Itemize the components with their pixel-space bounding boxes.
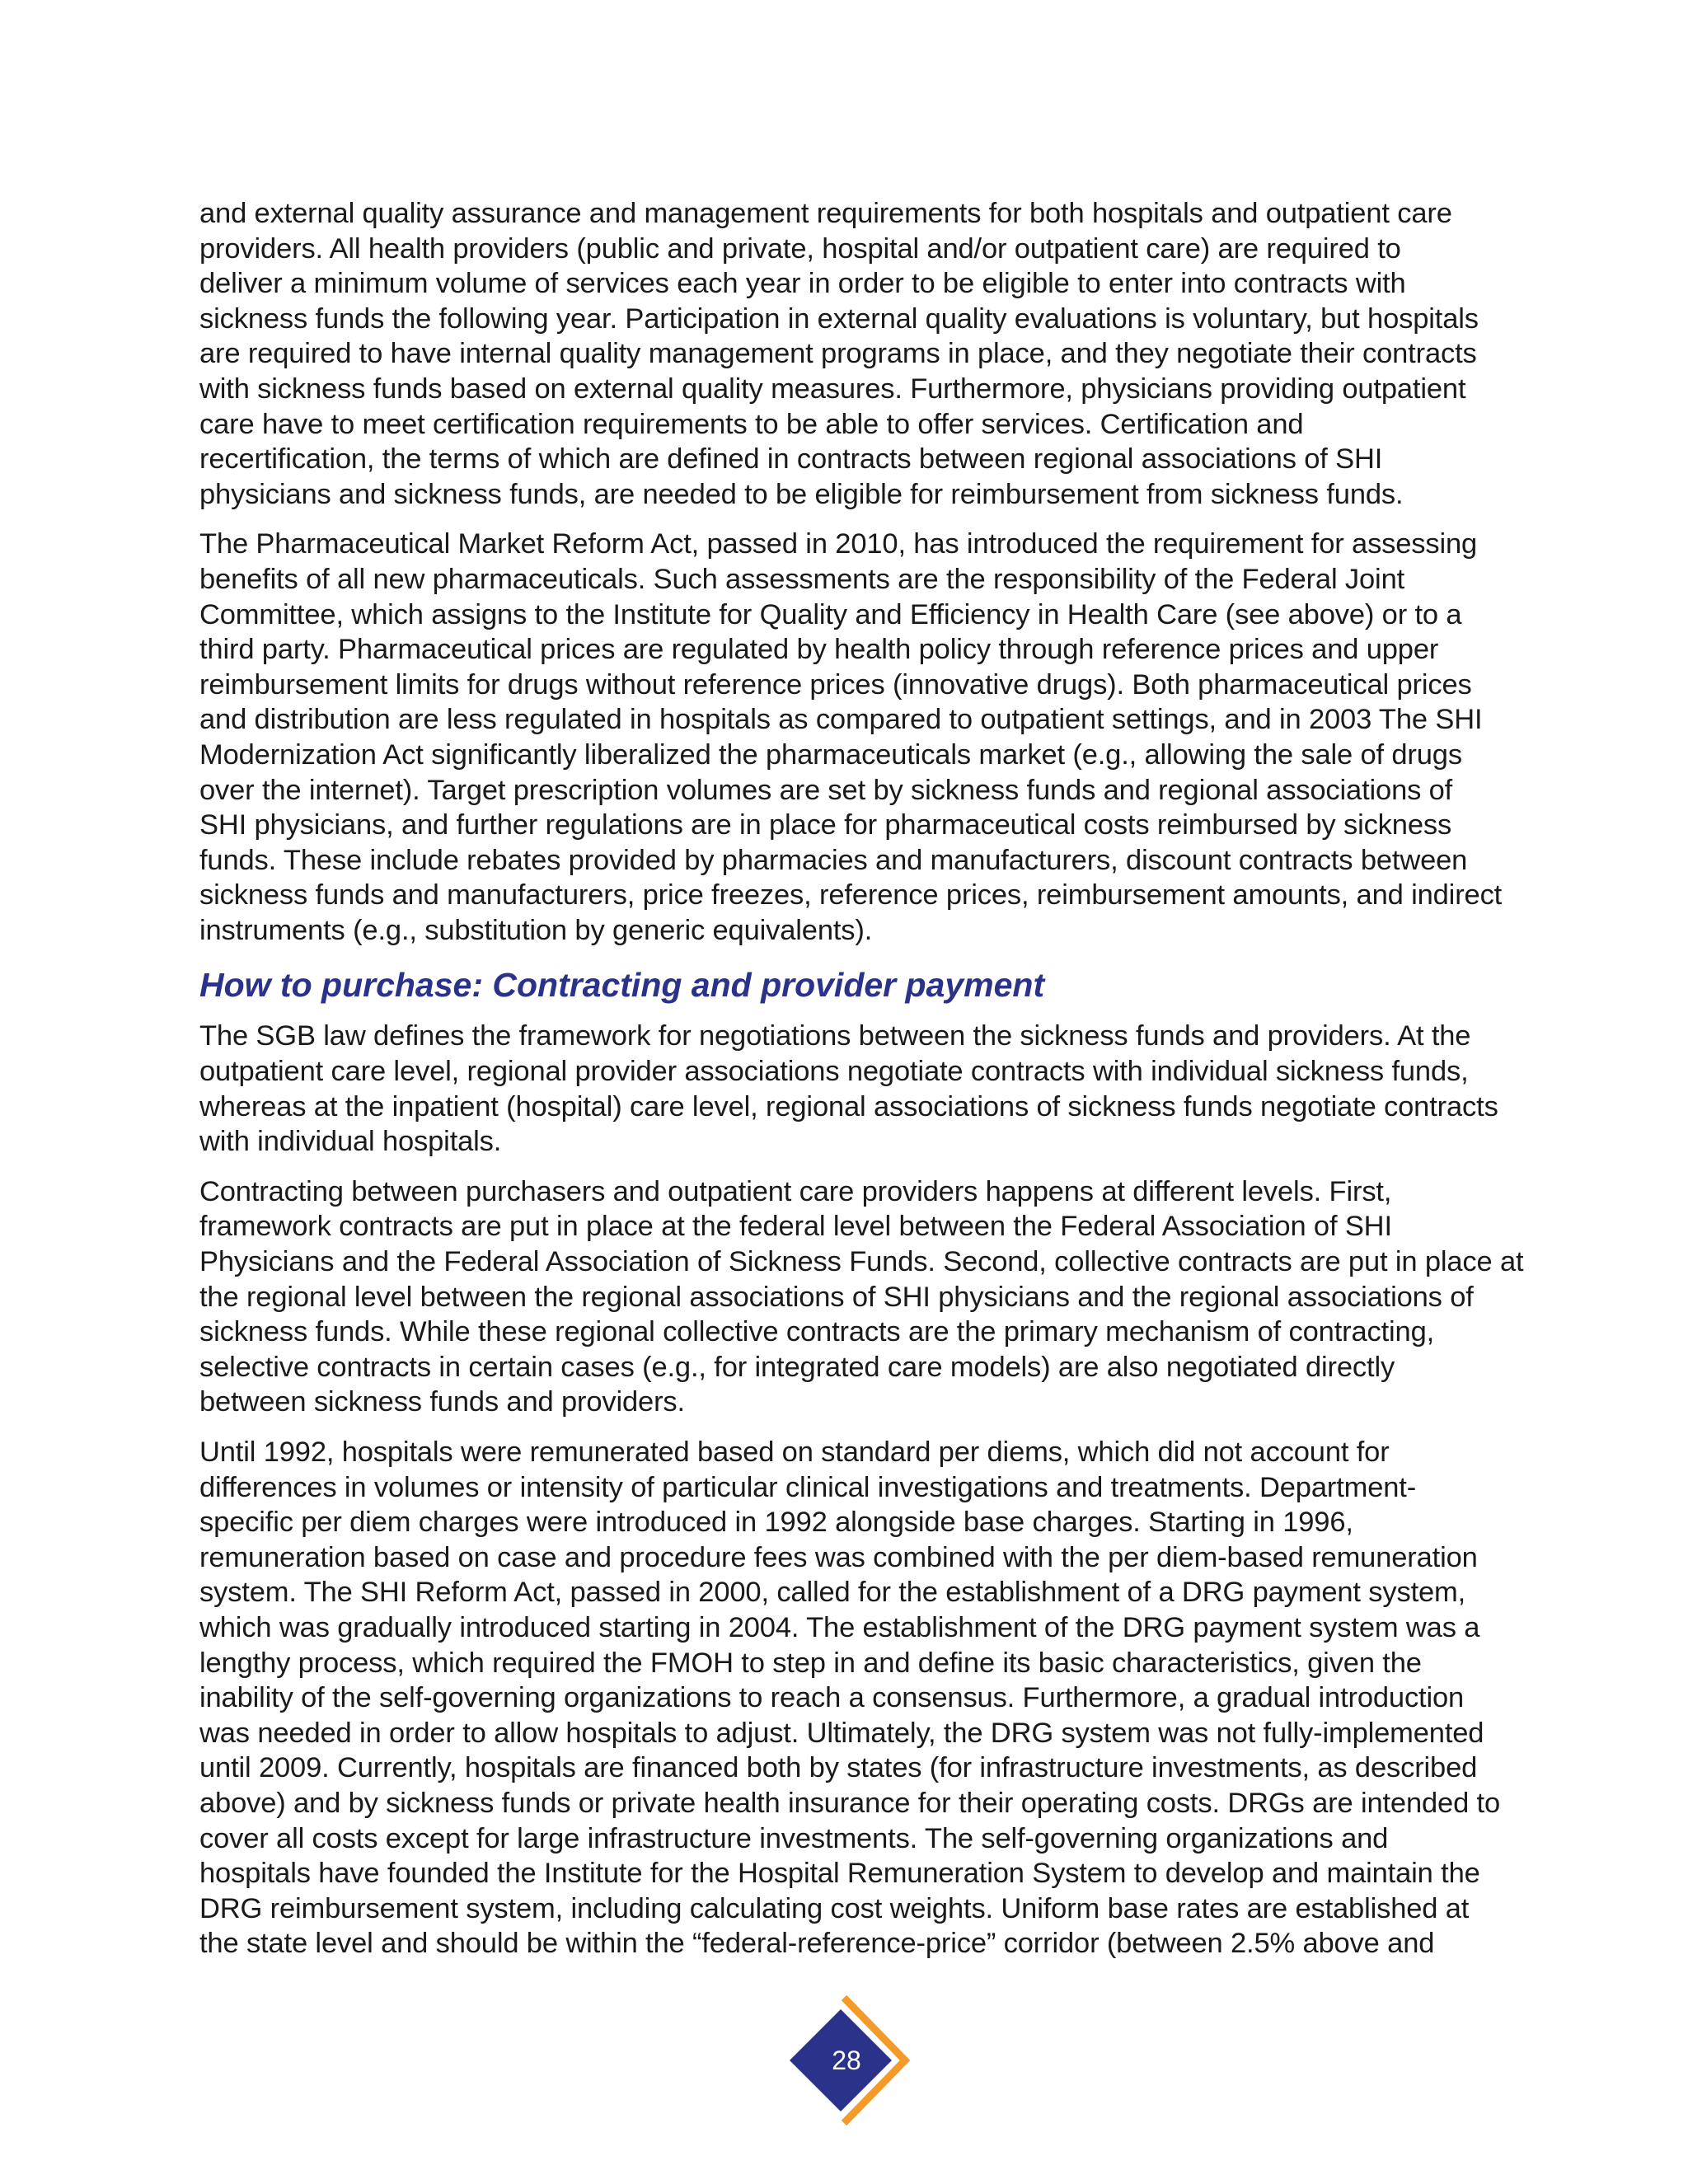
paragraph (199, 196, 1502, 512)
text-line: deliver a minimum volume of services each year in order to be eligible to enter into contracts with (199, 268, 1406, 300)
text-line: SHI physicians, and further regulations are in place for pharmaceutical costs reimbursed by sickness (199, 809, 1452, 841)
section-heading: How to purchase: Contracting and provider payment (199, 966, 1045, 1005)
paragraph (199, 1174, 1524, 1420)
text-line: The SGB law defines the framework for negotiations between the sickness funds and providers. At the (199, 1020, 1471, 1052)
text-line: sickness funds and manufacturers, price freezes, reference prices, reimbursement amounts, and indirect (199, 879, 1503, 912)
text-line: over the internet). Target prescription volumes are set by sickness funds and regional associations of (199, 774, 1453, 806)
page-number: 28 (832, 2046, 861, 2075)
text-line: cover all costs except for large infrastructure investments. The self-governing organizations and (199, 1822, 1389, 1854)
text-line: above) and by sickness funds or private health insurance for their operating costs. DRGs are intended to (199, 1787, 1501, 1819)
text-line: recertification, the terms of which are defined in contracts between regional associations of SHI (199, 443, 1383, 476)
text-line: lengthy process, which required the FMOH to step in and define its basic characteristics, given the (199, 1647, 1422, 1679)
text-line: are required to have internal quality management programs in place, and they negotiate their contracts (199, 338, 1477, 370)
text-line: instruments (e.g., substitution by generic equivalents). (199, 914, 873, 946)
text-line: and distribution are less regulated in hospitals as compared to outpatient settings, and in 2003 The SHI (199, 704, 1483, 736)
text-line: with individual hospitals. (199, 1126, 502, 1158)
text-line: was needed in order to allow hospitals to adjust. Ultimately, the DRG system was not fully-implemented (199, 1717, 1484, 1749)
text-line: providers. All health providers (public and private, hospital and/or outpatient care) are required to (199, 232, 1401, 265)
text-line: the state level and should be within the “federal-reference-price” corridor (between 2.5% above and (199, 1928, 1435, 1960)
text-line: until 2009. Currently, hospitals are financed both by states (for infrastructure investments, as described (199, 1752, 1478, 1784)
text-line: reimbursement limits for drugs without reference prices (innovative drugs). Both pharmaceutical prices (199, 668, 1472, 701)
text-line: Until 1992, hospitals were remunerated based on standard per diems, which did not account for (199, 1436, 1390, 1468)
text-line: system. The SHI Reform Act, passed in 2000, called for the establishment of a DRG payment system, (199, 1577, 1466, 1609)
text-line: outpatient care level, regional provider associations negotiate contracts with individual sickness funds, (199, 1056, 1469, 1088)
text-line: differences in volumes or intensity of particular clinical investigations and treatments. Department- (199, 1471, 1417, 1503)
text-line: remuneration based on case and procedure fees was combined with the per diem-based remuneration (199, 1541, 1478, 1573)
text-line: sickness funds the following year. Participation in external quality evaluations is voluntary, but hospitals (199, 302, 1479, 335)
text-line: which was gradually introduced starting in 2004. The establishment of the DRG payment system was a (199, 1611, 1480, 1643)
document-page (199, 196, 1524, 1976)
text-line: physicians and sickness funds, are needed to be eligible for reimbursement from sickness funds. (199, 478, 1404, 510)
page-number-badge (790, 1994, 921, 2126)
text-line: whereas at the inpatient (hospital) care level, regional associations of sickness funds negotiate contracts (199, 1090, 1498, 1122)
paragraph (199, 527, 1502, 948)
body-section-top (199, 196, 1502, 948)
text-line: framework contracts are put in place at the federal level between the Federal Association of SHI (199, 1211, 1392, 1243)
text-line: inability of the self-governing organizations to reach a consensus. Furthermore, a gradual introduction (199, 1682, 1465, 1714)
text-line: The Pharmaceutical Market Reform Act, passed in 2010, has introduced the requirement for assessing (199, 528, 1478, 560)
text-line: care have to meet certification requirements to be able to offer services. Certification and (199, 408, 1304, 440)
paragraph (199, 1019, 1502, 1159)
text-line: third party. Pharmaceutical prices are regulated by health policy through reference prices and upper (199, 634, 1439, 666)
text-line: sickness funds. While these regional collective contracts are the primary mechanism of contracting, (199, 1316, 1435, 1348)
text-line: with sickness funds based on external quality measures. Furthermore, physicians providing outpatient (199, 373, 1466, 405)
text-line: specific per diem charges were introduced in 1992 alongside base charges. Starting in 1996, (199, 1507, 1353, 1539)
text-line: hospitals have founded the Institute for the Hospital Remuneration System to develop and maintain the (199, 1858, 1480, 1890)
text-line: Contracting between purchasers and outpatient care providers happens at different levels. First, (199, 1175, 1392, 1207)
body-section-bottom (199, 1019, 1524, 1961)
text-line: Modernization Act significantly liberalized the pharmaceuticals market (e.g., allowing the sale of drugs (199, 738, 1462, 771)
paragraph (199, 1435, 1502, 1961)
text-line: Physicians and the Federal Association of Sickness Funds. Second, collective contracts are put in place at (199, 1246, 1524, 1278)
text-line: DRG reimbursement system, including calculating cost weights. Uniform base rates are established at (199, 1892, 1470, 1924)
text-line: selective contracts in certain cases (e.g., for integrated care models) are also negotiated directly (199, 1351, 1395, 1383)
text-line: the regional level between the regional associations of SHI physicians and the regional associations of (199, 1281, 1474, 1313)
text-line: between sickness funds and providers. (199, 1386, 685, 1418)
text-line: benefits of all new pharmaceuticals. Such assessments are the responsibility of the Federal Joint (199, 563, 1405, 595)
text-line: funds. These include rebates provided by pharmacies and manufacturers, discount contracts between (199, 844, 1468, 876)
text-line: Committee, which assigns to the Institute for Quality and Efficiency in Health Care (see above) or to a (199, 598, 1462, 630)
text-line: and external quality assurance and management requirements for both hospitals and outpatient care (199, 198, 1452, 229)
